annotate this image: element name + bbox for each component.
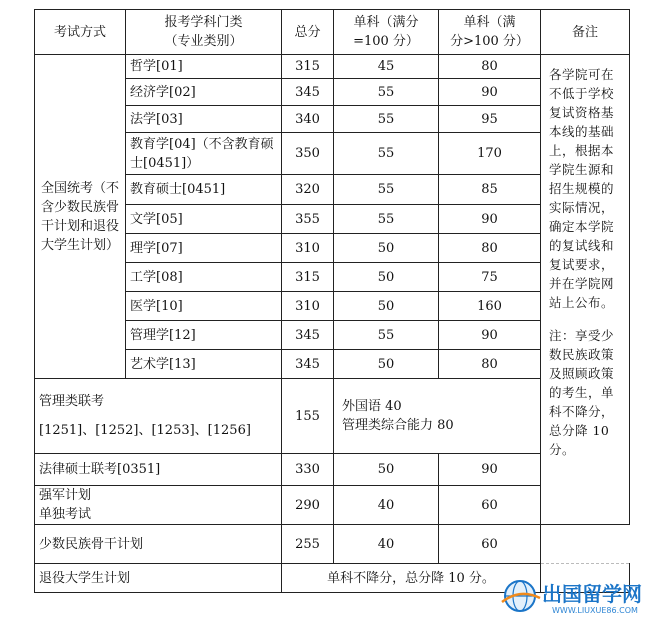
veteran-note: 单科不降分，总分降 10 分。	[282, 564, 541, 593]
single-gt100-cell: 60	[439, 525, 541, 564]
minority-label: 少数民族骨干计划	[35, 525, 282, 564]
category-cell: 医学[10]	[126, 292, 282, 321]
management-joint-detail	[334, 379, 541, 454]
law-master-label: 法律硕士联考[0351]	[35, 454, 282, 486]
total-cell: 310	[282, 234, 334, 263]
military-label-line2: 单独考试	[39, 507, 92, 522]
veteran-label: 退役大学生计划	[35, 564, 282, 593]
table-row-law-master	[35, 454, 630, 486]
single-100-cell: 55	[334, 106, 439, 133]
single-gt100-cell: 90	[439, 79, 541, 106]
military-label-line1: 强军计划	[39, 488, 92, 503]
single-gt100-cell: 80	[439, 234, 541, 263]
single-gt100-cell: 160	[439, 292, 541, 321]
total-cell: 345	[282, 350, 334, 379]
category-cell: 文学[05]	[126, 205, 282, 234]
header-remarks: 备注	[541, 10, 630, 55]
single-100-cell: 55	[334, 133, 439, 175]
single-100-cell: 55	[334, 175, 439, 205]
score-table	[34, 9, 630, 593]
table-row-military	[35, 486, 630, 525]
single-100-cell: 40	[334, 525, 439, 564]
table-row	[35, 55, 630, 79]
single-100-cell: 50	[334, 292, 439, 321]
management-joint-detail-line2: 管理类综合能力 80	[342, 418, 454, 433]
single-gt100-cell: 95	[439, 106, 541, 133]
single-100-cell: 45	[334, 55, 439, 79]
remarks-para1: 各学院可在不低于学校复试资格基本线的基础上，根据本学院生源和招生规模的实际情况，确定本学院的复试线和复试要求，并在学院网站上公布。	[549, 67, 615, 310]
globe-icon	[502, 581, 540, 611]
watermark-logo	[500, 574, 660, 619]
single-100-cell: 55	[334, 205, 439, 234]
total-cell: 315	[282, 55, 334, 79]
header-single-100-line1: 单科（满分	[353, 15, 419, 30]
category-cell: 经济学[02]	[126, 79, 282, 106]
single-gt100-cell: 90	[439, 321, 541, 350]
total-cell: 320	[282, 175, 334, 205]
table-row-minority	[35, 525, 630, 564]
header-total: 总分	[282, 10, 334, 55]
single-gt100-cell: 90	[439, 205, 541, 234]
watermark-url: WWW.LIUXUE86.COM	[552, 606, 638, 615]
total-cell: 345	[282, 79, 334, 106]
total-cell: 290	[282, 486, 334, 525]
category-cell: 法学[03]	[126, 106, 282, 133]
category-cell: 哲学[01]	[126, 55, 282, 79]
total-cell: 330	[282, 454, 334, 486]
total-cell: 340	[282, 106, 334, 133]
header-category	[126, 10, 282, 55]
header-row	[35, 10, 630, 55]
single-100-cell: 55	[334, 321, 439, 350]
single-gt100-cell: 80	[439, 350, 541, 379]
remarks-cell	[541, 55, 630, 525]
management-joint-label-line1: 管理类联考	[39, 394, 105, 409]
category-cell: 艺术学[13]	[126, 350, 282, 379]
header-single-100-line2: =100 分）	[353, 34, 419, 49]
national-exam-label: 全国统考（不含少数民族骨干计划和退役大学生计划）	[35, 55, 126, 379]
total-cell: 315	[282, 263, 334, 292]
total-cell: 345	[282, 321, 334, 350]
total-cell: 350	[282, 133, 334, 175]
single-100-cell: 40	[334, 486, 439, 525]
single-100-cell: 55	[334, 79, 439, 106]
header-single-gt100-line1: 单科（满	[463, 15, 516, 30]
single-gt100-cell: 60	[439, 486, 541, 525]
remarks-para2: 注：享受少数民族政策及照顾政策的考生，单科不降分，总分降 10 分。	[549, 328, 615, 457]
total-cell: 310	[282, 292, 334, 321]
single-100-cell: 50	[334, 234, 439, 263]
total-cell: 255	[282, 525, 334, 564]
management-joint-label	[35, 379, 282, 454]
management-joint-label-line2: [1251]、[1252]、[1253]、[1256]	[39, 423, 251, 438]
header-single-gt100-line2: 分>100 分）	[450, 34, 529, 49]
single-gt100-cell: 80	[439, 55, 541, 79]
category-cell: 教育硕士[0451]	[126, 175, 282, 205]
header-single-gt100	[439, 10, 541, 55]
table-row-management-joint	[35, 379, 630, 454]
total-cell: 355	[282, 205, 334, 234]
category-cell: 管理学[12]	[126, 321, 282, 350]
total-cell: 155	[282, 379, 334, 454]
military-label	[35, 486, 282, 525]
header-category-line2: （专业类别）	[164, 34, 243, 49]
single-gt100-cell: 170	[439, 133, 541, 175]
management-joint-detail-line1: 外国语 40	[342, 399, 402, 414]
single-gt100-cell: 90	[439, 454, 541, 486]
single-100-cell: 50	[334, 454, 439, 486]
category-cell: 理学[07]	[126, 234, 282, 263]
header-category-line1: 报考学科门类	[164, 15, 243, 30]
category-cell: 教育学[04]（不含教育硕士[0451]）	[126, 133, 282, 175]
category-cell: 工学[08]	[126, 263, 282, 292]
single-gt100-cell: 85	[439, 175, 541, 205]
single-100-cell: 50	[334, 263, 439, 292]
watermark-text: 出国留学网	[542, 582, 642, 606]
single-gt100-cell: 75	[439, 263, 541, 292]
header-single-100	[334, 10, 439, 55]
header-exam-method: 考试方式	[35, 10, 126, 55]
single-100-cell: 50	[334, 350, 439, 379]
